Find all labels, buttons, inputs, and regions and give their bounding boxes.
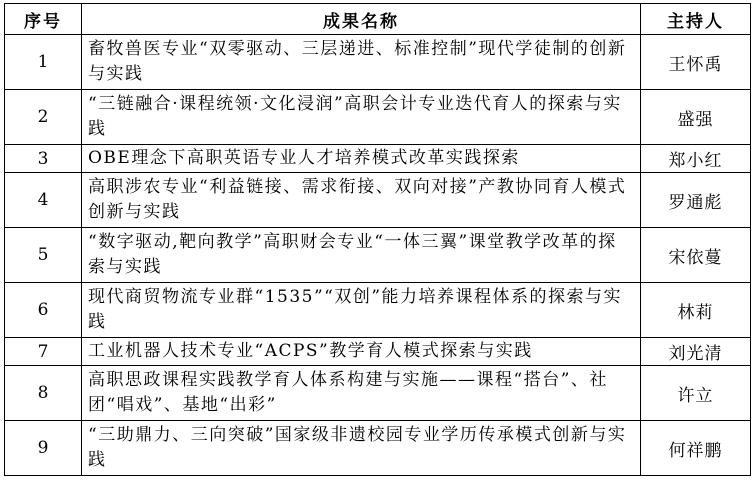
table-row xyxy=(5,145,751,173)
row-title: 高职思政课程实践教学育人体系构建与实施——课程“搭台”、社团“唱戏”、基地“出彩” xyxy=(82,366,641,421)
row-host: 宋依蔓 xyxy=(641,228,751,283)
table-row xyxy=(5,421,751,476)
row-title: 畜牧兽医专业“双零驱动、三层递进、标准控制”现代学徒制的创新与实践 xyxy=(82,35,641,90)
table-row xyxy=(5,35,751,90)
table-row xyxy=(5,366,751,421)
header-host: 主持人 xyxy=(641,4,751,35)
row-title: 工业机器人技术专业“ACPS”教学育人模式探索与实践 xyxy=(82,338,641,366)
row-title: 高职涉农专业“利益链接、需求衔接、双向对接”产教协同育人模式创新与实践 xyxy=(82,173,641,228)
table-row xyxy=(5,228,751,283)
row-number: 7 xyxy=(5,338,82,366)
row-number: 2 xyxy=(5,90,82,145)
row-host: 罗通彪 xyxy=(641,173,751,228)
row-number: 8 xyxy=(5,366,82,421)
table-header-row xyxy=(5,4,751,35)
row-title: 现代商贸物流专业群“1535”“双创”能力培养课程体系的探索与实践 xyxy=(82,283,641,338)
row-title: OBE理念下高职英语专业人才培养模式改革实践探索 xyxy=(82,145,641,173)
row-number: 5 xyxy=(5,228,82,283)
header-title: 成果名称 xyxy=(82,4,641,35)
row-number: 1 xyxy=(5,35,82,90)
table-row xyxy=(5,173,751,228)
row-host: 盛强 xyxy=(641,90,751,145)
row-host: 何祥鹏 xyxy=(641,421,751,476)
row-host: 王怀禹 xyxy=(641,35,751,90)
row-title: “三助鼎力、三向突破”国家级非遗校园专业学历传承模式创新与实践 xyxy=(82,421,641,476)
row-number: 4 xyxy=(5,173,82,228)
row-host: 许立 xyxy=(641,366,751,421)
results-table xyxy=(4,3,751,476)
row-host: 郑小红 xyxy=(641,145,751,173)
header-no: 序号 xyxy=(5,4,82,35)
table-row xyxy=(5,338,751,366)
row-number: 9 xyxy=(5,421,82,476)
row-number: 6 xyxy=(5,283,82,338)
row-host: 刘光清 xyxy=(641,338,751,366)
row-title: “数字驱动,靶向教学”高职财会专业“一体三翼”课堂教学改革的探索与实践 xyxy=(82,228,641,283)
table-row xyxy=(5,283,751,338)
row-number: 3 xyxy=(5,145,82,173)
table-row xyxy=(5,90,751,145)
row-title: “三链融合·课程统领·文化浸润”高职会计专业迭代育人的探索与实践 xyxy=(82,90,641,145)
row-host: 林莉 xyxy=(641,283,751,338)
